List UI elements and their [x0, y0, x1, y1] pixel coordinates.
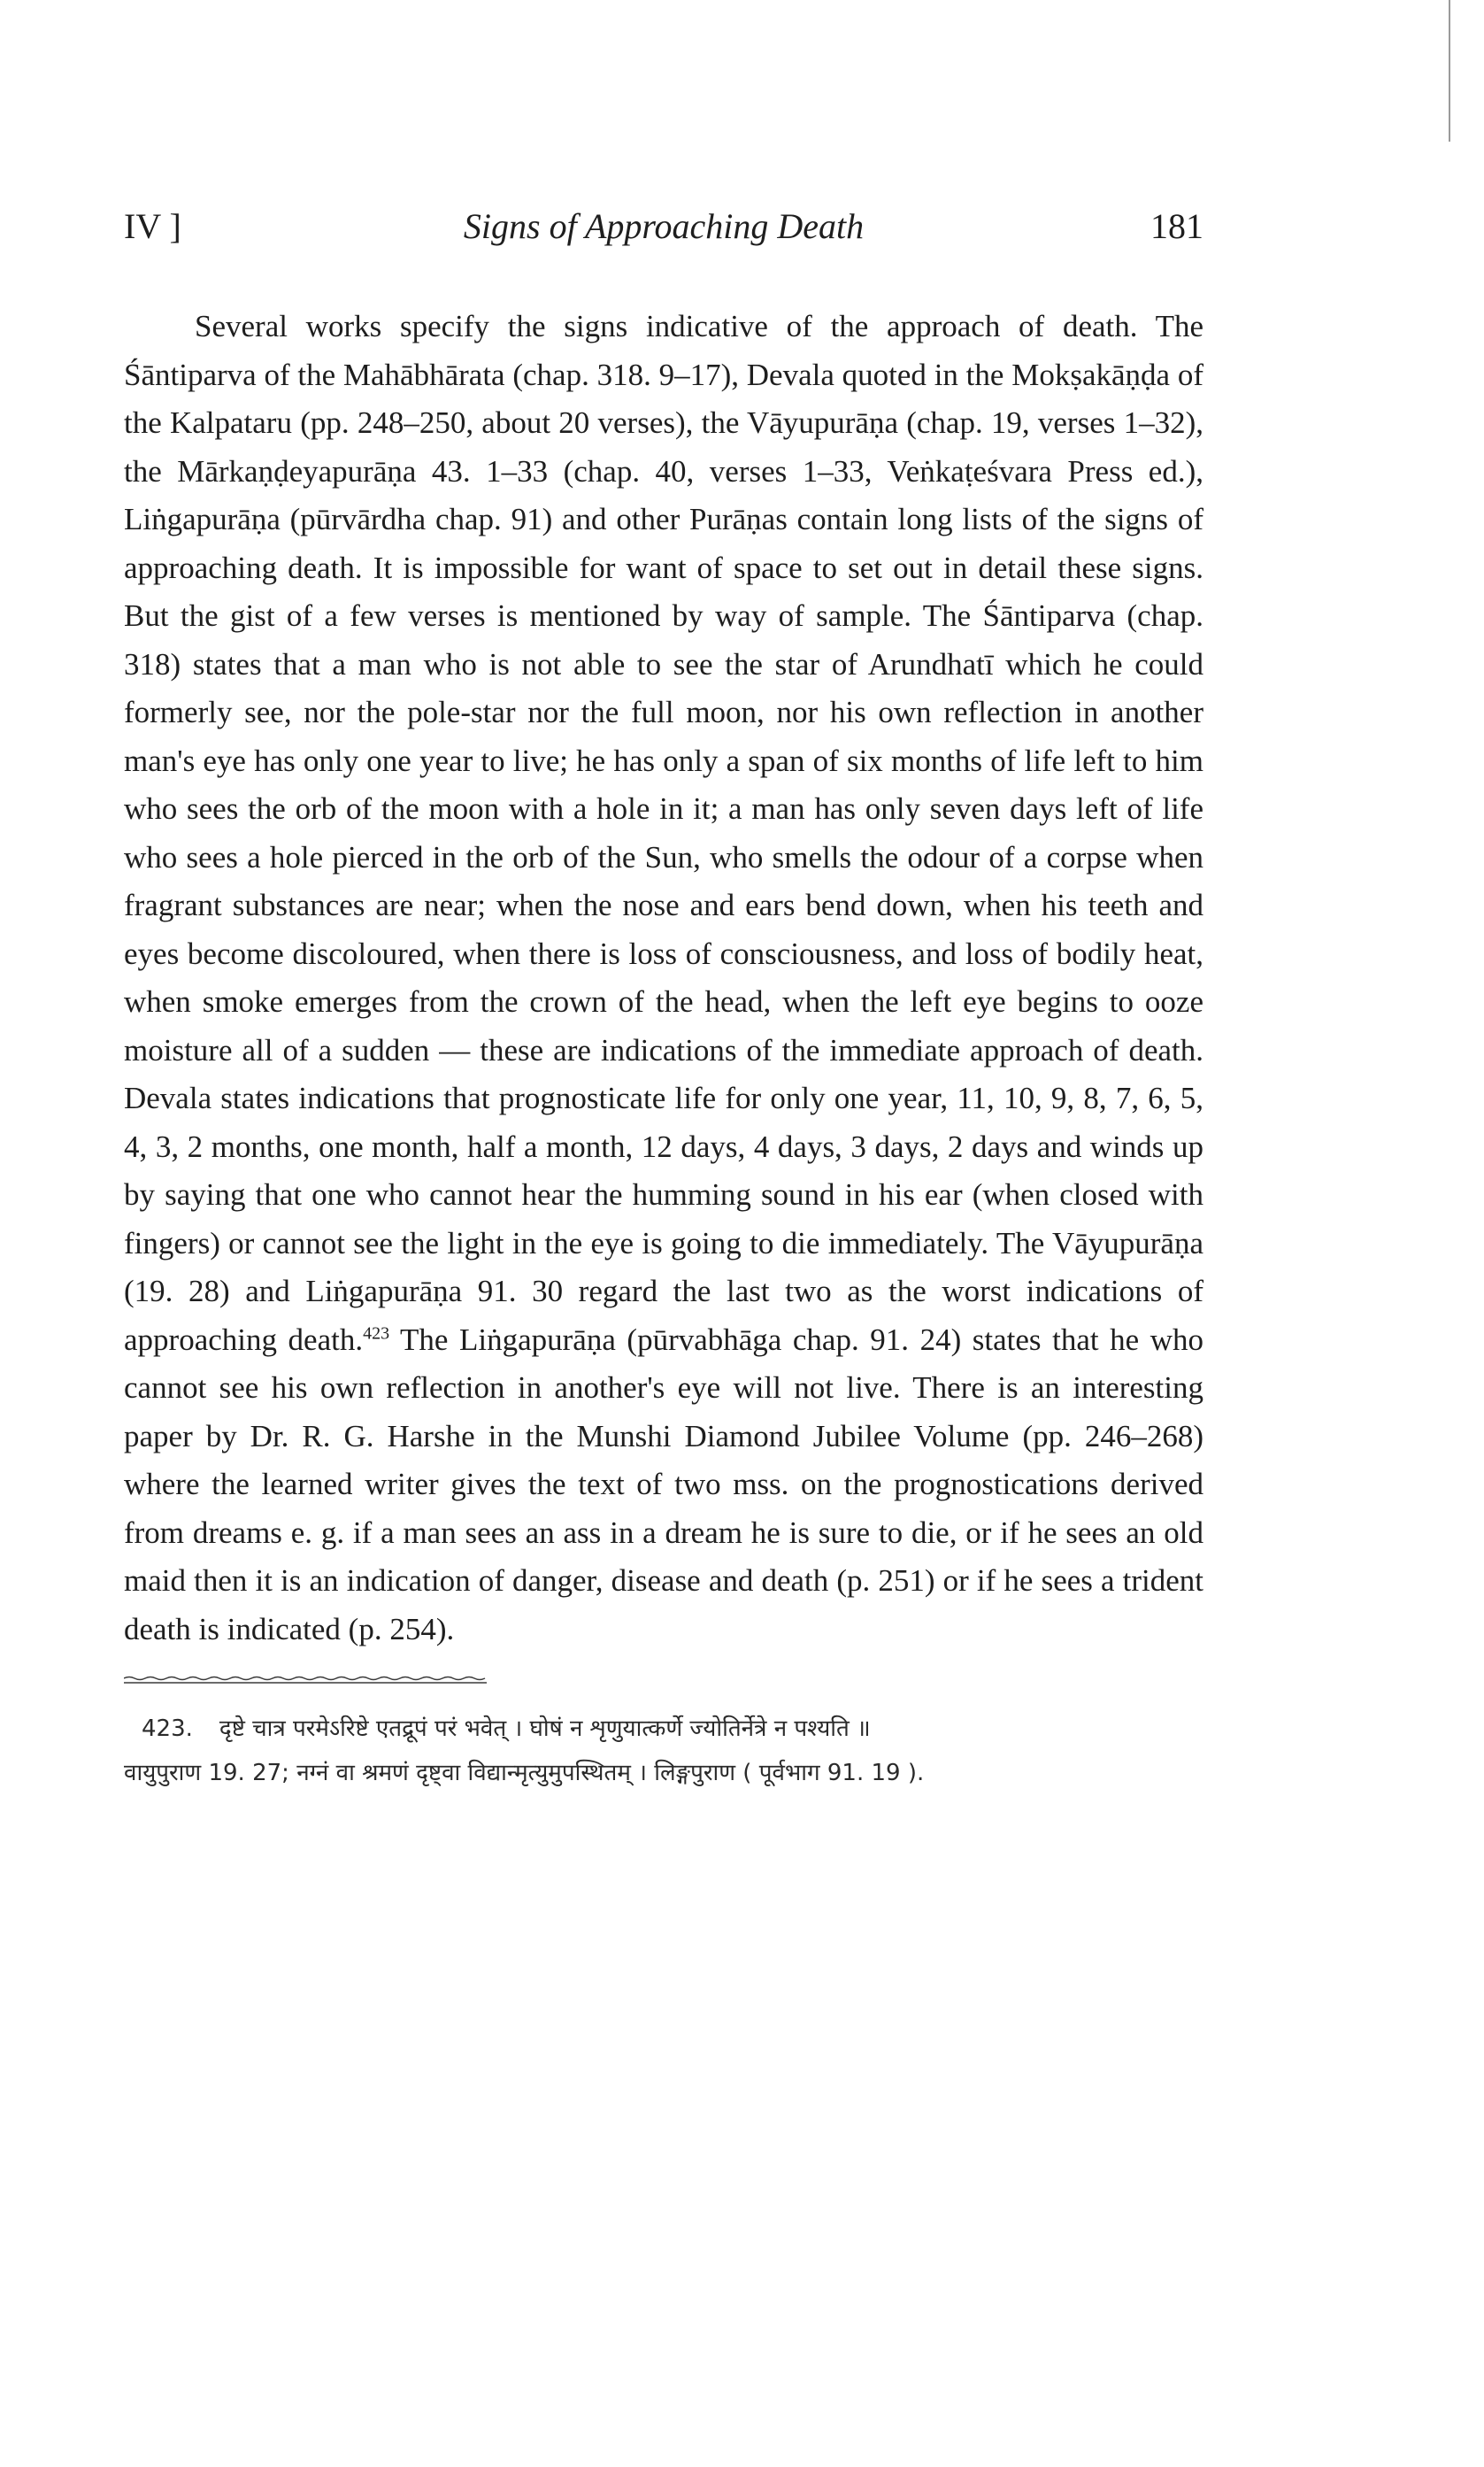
running-title: Signs of Approaching Death	[463, 206, 865, 246]
footnote-rule	[124, 1676, 487, 1684]
page-number: 181	[1150, 206, 1203, 246]
body-text	[124, 303, 1203, 1654]
footnote-line-1	[124, 1707, 1208, 1751]
scan-margin-mark	[1449, 0, 1450, 142]
footnote	[124, 1707, 1208, 1795]
footnote-text-2: वायुपुराण 19. 27; नग्नं वा श्रमणं दृष्ट्वा विद्यान्मृत्युमुपस्थितम् । लिङ्गपुराण ( पूर्वभाग 91. 19 ).	[124, 1760, 925, 1786]
footnote-reference: 423	[363, 1322, 390, 1343]
footnote-text-1: दृष्टे चात्र परमेऽरिष्टे एतद्रूपं परं भवेत् । घोषं न शृणुयात्कर्णे ज्योतिर्नेत्रे न पश्यति ॥	[219, 1715, 871, 1742]
chapter-marker: IV ]	[124, 206, 181, 246]
footnote-line-2	[124, 1751, 1208, 1795]
main-paragraph	[124, 303, 1203, 1654]
paragraph-text-part-1: Several works specify the signs indicative of the approach of death. The Śāntiparva of the Mahābhārata (chap. 318. 9–17), Devala quoted in the Mokṣakāṇḍa of the Kalpataru (pp. 248–250, about 20 verses), the Vāyupurāṇa (chap. 19, verses 1–32), the Mārkaṇḍeyapurāṇa 43. 1–33 (chap. 40, verses 1–33, Veṅkaṭeśvara Press ed.), Liṅgapurāṇa (pūrvārdha chap. 91) and other Purāṇas contain long lists of the signs of approaching death. It is impossible for want of space to set out in detail these signs. But the gist of a few verses is mentioned by way of sample. The Śāntiparva (chap. 318) states that a man who is not able to see the star of Arundhatī which he could formerly see, nor the pole-star nor the full moon, nor his own reflection in another man's eye has only one year to live; he has only a span of six months of life left to him who sees the orb of the moon with a hole in it; a man has only seven days left of life who sees a hole pierced in the orb of the Sun, who smells the odour of a corpse when fragrant substances are near; when the nose and ears bend down, when his teeth and eyes become discoloured, when there is loss of consciousness, and loss of bodily heat, when smoke emerges from the crown of the head, when the left eye begins to ooze moisture all of a sudden — these are indications of the immediate approach of death. Devala states indications that prognosticate life for only one year, 11, 10, 9, 8, 7, 6, 5, 4, 3, 2 months, one month, half a month, 12 days, 4 days, 3 days, 2 days and winds up by saying that one who cannot hear the humming sound in his ear (when closed with fingers) or cannot see the light in the eye is going to die immediately. The Vāyupurāṇa (19. 28) and Liṅgapurāṇa 91. 30 regard the last two as the worst indications of approaching death.	[124, 309, 1203, 1357]
running-head	[124, 205, 1203, 258]
paragraph-text-part-2: The Liṅgapurāṇa (pūrvabhāga chap. 91. 24) states that he who cannot see his own reflection in another's eye will not live. There is an interesting paper by Dr. R. G. Harshe in the Munshi Diamond Jubilee Volume (pp. 246–268) where the learned writer gives the text of two mss. on the prognostications derived from dreams e. g. if a man sees an ass in a dream he is sure to die, or if he sees an old maid then it is an indication of danger, disease and death (p. 251) or if he sees a trident death is indicated (p. 254).	[124, 1322, 1203, 1646]
footnote-number: 423.	[142, 1715, 193, 1742]
